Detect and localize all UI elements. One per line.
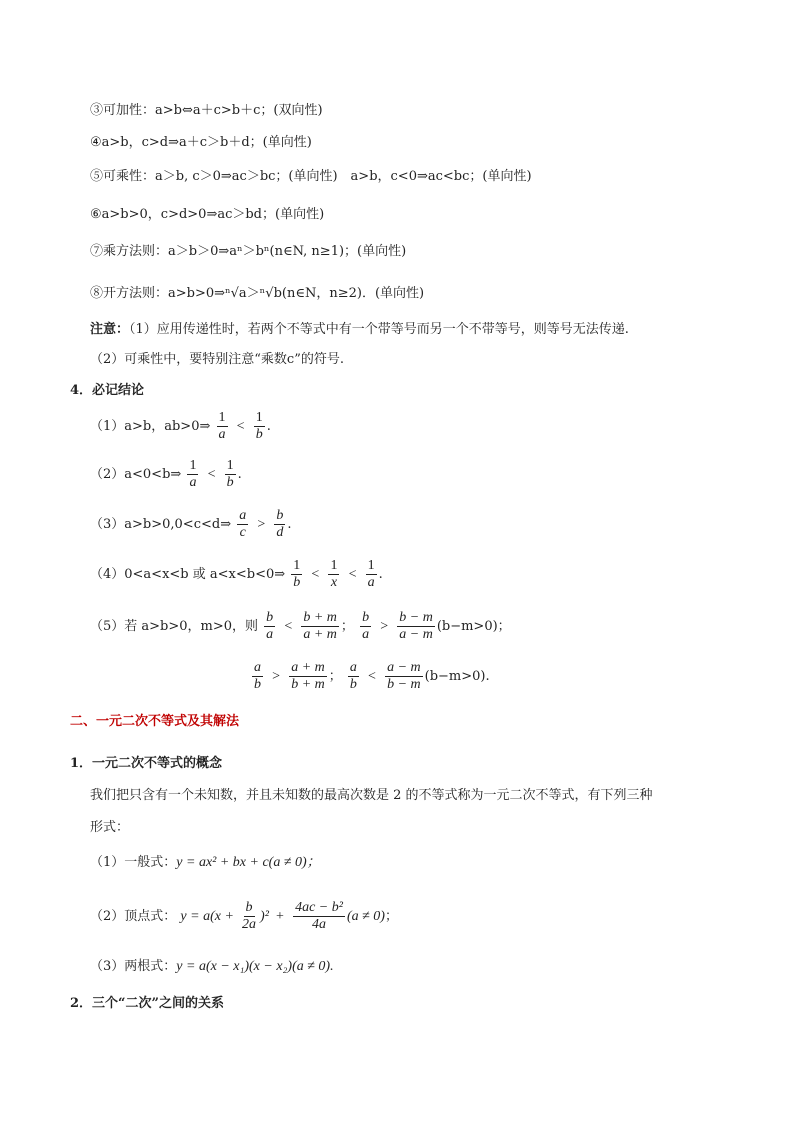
form-vertex: （2）顶点式： y = a(x + $\frac{b}{2a}$ )² + $\frac{\text{4ac − b²}}{4a}$ (a ≠ 0)； (90, 900, 398, 932)
conclusion-3: （3）a>b>0,0<c<d⇒ $\frac{a}{c}$ > $\frac{b}{d}$ . (90, 508, 292, 540)
form-general (90, 854, 321, 872)
line-additivity: ③可加性：a>b⇔a＋c>b＋c；(双向性) (90, 103, 323, 118)
note-label: 注意： (90, 322, 130, 337)
fraction-1-over-b: $\frac{1}{b}$ (255, 410, 263, 442)
note-text-1: （1）应用传递性时，若两个不等式中有一个带等号而另一个不带等号，则等号无法传递. (129, 322, 629, 337)
condition-1: (b−m>0)； (436, 619, 511, 634)
subsection-1-paragraph-2: 形式： (90, 820, 130, 835)
conclusion-4-premise: （4）0<a<x<b 或 a<x<b<0⇒ (90, 567, 286, 582)
fraction-b-over-d: $\frac{b}{d}$ (276, 508, 284, 540)
form-vertex-label: （2）顶点式： (90, 909, 177, 924)
conclusion-5-line-1: （5）若 a>b>0，m>0，则 $\frac{b}{a}$ < $\frac{b + m}{a + m}$ ； $\frac{b}{a}$ > $\frac{b - m}{a - m}$ (b−m>0)； (90, 610, 511, 642)
fraction-b-over-2a: $\frac{b}{2a}$ (242, 900, 257, 932)
line-power-rule: ⑦乘方法则：a＞b＞0⇒aⁿ＞bⁿ(n∈N, n≥1)；(单向性) (90, 244, 407, 259)
form-roots (90, 958, 334, 976)
conclusion-4: （4）0<a<x<b 或 a<x<b<0⇒ $\frac{1}{b}$ < $\frac{1}{x}$ < $\frac{1}{a}$ . (90, 558, 383, 590)
fraction-a-over-b: $\frac{a}{b}$ (254, 660, 261, 692)
conclusion-5-line-2: $\frac{a}{b}$ > $\frac{a + m}{b + m}$ ； $\frac{a}{b}$ < $\frac{a - m}{b - m}$ (b−m>0). (254, 660, 490, 692)
line-product-rule: ⑥a>b>0，c>d>0⇒ac＞bd；(单向性) (90, 207, 325, 222)
fraction-a-over-b: $\frac{a}{b}$ (349, 660, 357, 692)
note-line-1 (90, 321, 629, 339)
form-roots-formula: y = a(x − x₁)(x − x₂)(a ≠ 0). (176, 959, 334, 974)
line-multiplicativity: ⑤可乘性：a＞b, c＞0⇒ac＞bc；(单向性) a>b，c<0⇒ac<bc；(单向性) (90, 169, 532, 184)
subsection-1-paragraph-1: 我们把只含有一个未知数，并且未知数的最高次数是 2 的不等式称为一元二次不等式，有下列三种 (90, 788, 653, 803)
fraction-1-over-a: $\frac{1}{a}$ (218, 410, 226, 442)
fraction-bmm-over-amm: $\frac{b - m}{a - m}$ (399, 610, 433, 642)
fraction-1-over-a: $\frac{1}{a}$ (367, 558, 375, 590)
line-addition-rule: ④a>b，c>d⇒a＋c＞b＋d；(单向性) (90, 135, 312, 150)
conclusion-1: （1）a>b，ab>0⇒ $\frac{1}{a}$ < $\frac{1}{b}$ . (90, 410, 271, 442)
form-general-formula: y = ax² + bx + c(a ≠ 0)； (176, 855, 321, 870)
conclusion-1-premise: （1）a>b，ab>0⇒ (90, 419, 211, 434)
conclusion-2: （2）a<0<b⇒ $\frac{1}{a}$ < $\frac{1}{b}$ . (90, 458, 242, 490)
fraction-1-over-b: $\frac{1}{b}$ (293, 558, 301, 590)
fraction-4ac-b2-over-4a: $\frac{\text{4ac − b²}}{4a}$ (295, 900, 343, 932)
line-root-rule: ⑧开方法则：a>b>0⇒ⁿ√a＞ⁿ√b(n∈N，n≥2)．(单向性) (90, 286, 425, 301)
form-general-label: （1）一般式： (90, 855, 177, 870)
fraction-apm-over-bpm: $\frac{a + m}{b + m}$ (291, 660, 325, 692)
subsection-2-title: 2．三个“二次”之间的关系 (70, 996, 225, 1011)
fraction-amm-over-bmm: $\frac{a - m}{b - m}$ (387, 660, 421, 692)
fraction-a-over-c: $\frac{a}{c}$ (239, 508, 247, 540)
conclusion-5-premise: （5）若 a>b>0，m>0，则 (90, 619, 259, 634)
fraction-1-over-x: $\frac{1}{x}$ (330, 558, 338, 590)
fraction-1-over-b: $\frac{1}{b}$ (226, 458, 234, 490)
section-4-title: 4．必记结论 (70, 383, 145, 398)
note-line-2: （2）可乘性中，要特别注意“乘数c”的符号. (90, 352, 344, 367)
fraction-b-over-a: $\frac{b}{a}$ (266, 610, 274, 642)
subsection-1-title: 1．一元二次不等式的概念 (70, 756, 223, 771)
form-roots-label: （3）两根式： (90, 959, 177, 974)
conclusion-2-premise: （2）a<0<b⇒ (90, 467, 182, 482)
section-2-heading: 二、一元二次不等式及其解法 (70, 714, 240, 729)
fraction-b-over-a: $\frac{b}{a}$ (362, 610, 370, 642)
conclusion-3-premise: （3）a>b>0,0<c<d⇒ (90, 517, 232, 532)
condition-2: (b−m>0). (424, 669, 490, 684)
fraction-bpm-over-apm: $\frac{b + m}{a + m}$ (303, 610, 337, 642)
fraction-1-over-a: $\frac{1}{a}$ (189, 458, 197, 490)
